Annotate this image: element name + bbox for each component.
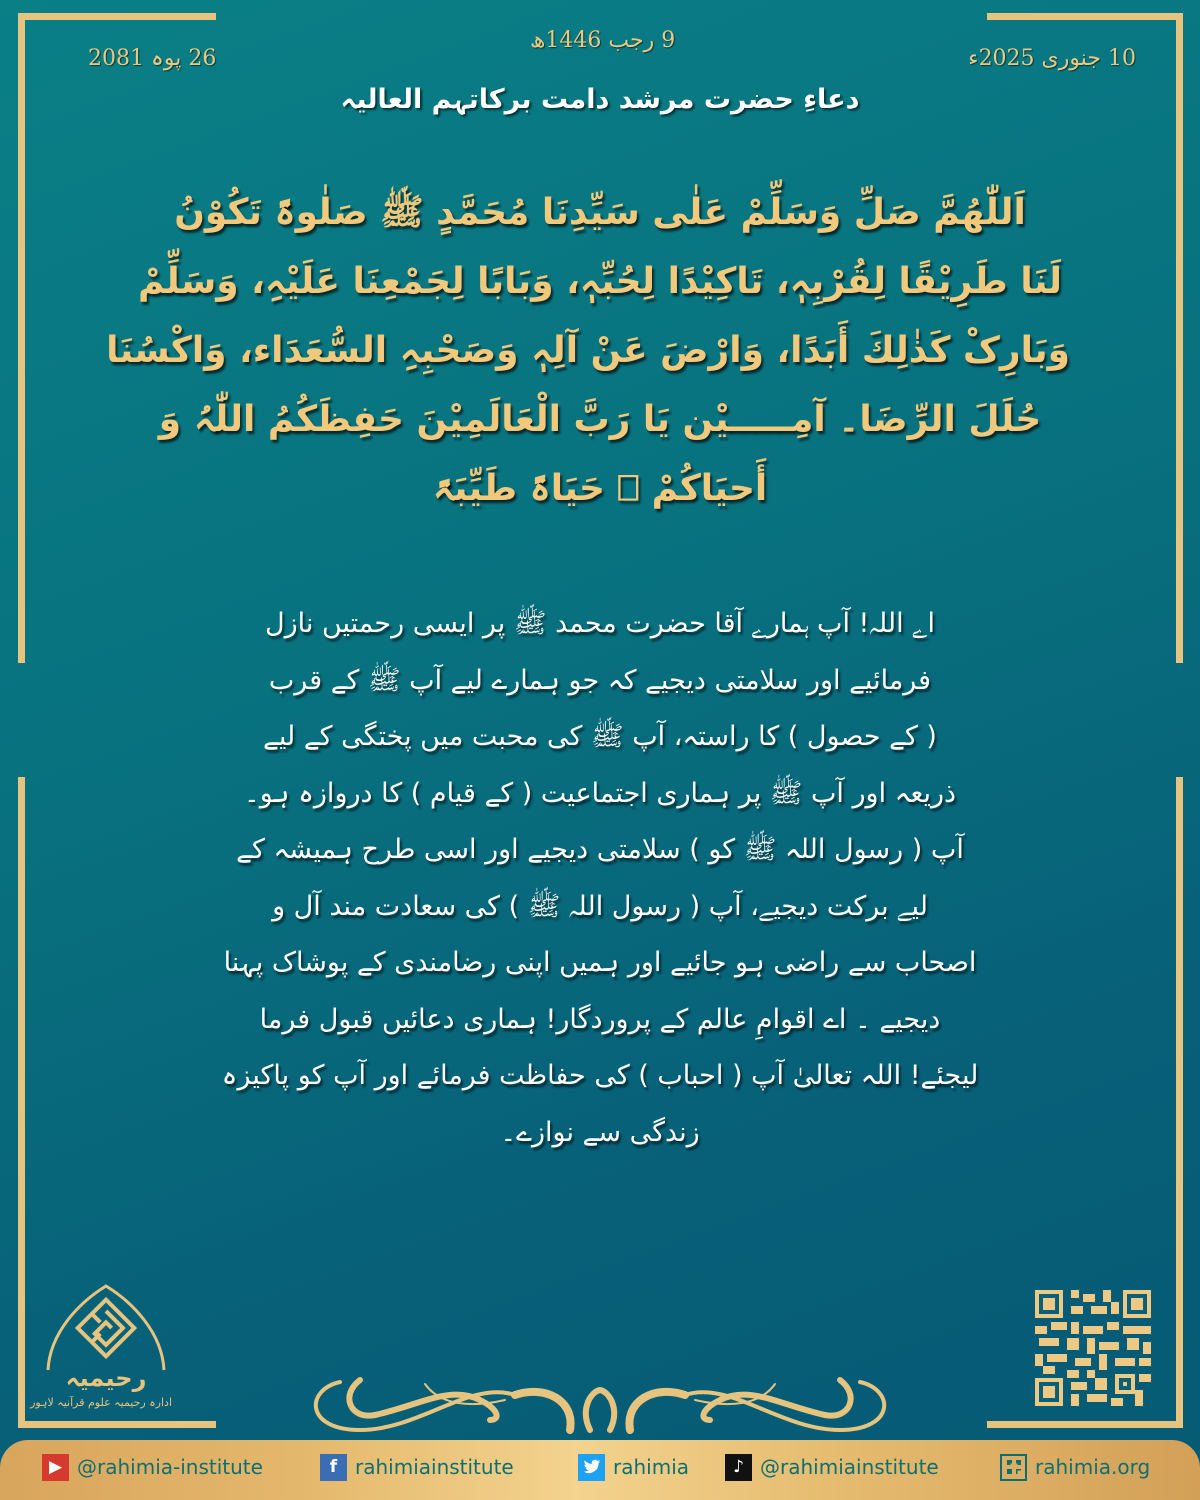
urdu-line: ( کے حصول ) کا راستہ، آپ ﷺ کی محبت میں پختگی کے لیے xyxy=(263,721,937,752)
frame-bottom-left-horizontal xyxy=(18,1421,216,1428)
social-footer xyxy=(0,1440,1200,1500)
facebook-handle[interactable]: rahimiainstitute xyxy=(355,1455,514,1479)
website-icon xyxy=(1000,1454,1027,1481)
tiktok-icon: ♪ xyxy=(725,1454,752,1481)
urdu-line: آپ ( رسول اللہ ﷺ کو ) سلامتی دیجیے اور اسی طرح ہمیشہ کے xyxy=(236,834,964,865)
page-title: دعاءِ حضرت مرشد دامت برکاتہم العالیہ xyxy=(340,84,860,115)
logo-name: رحیمیہ xyxy=(65,1364,147,1392)
twitter-icon xyxy=(578,1454,605,1481)
frame-bottom-right-horizontal xyxy=(987,1421,1183,1428)
arabic-line: أَحیَاکُمْ ⎕ حَیَاۃً طَیِّبَۃً xyxy=(432,468,768,509)
arabic-dua xyxy=(106,178,1070,523)
frame-top-right-horizontal xyxy=(987,13,1183,20)
urdu-line: اے اللہ! آپ ہمارے آقا حضرت محمد ﷺ پر ایسی رحمتیں نازل xyxy=(264,608,936,639)
hijri-date: 9 رجب 1446ھ xyxy=(530,28,676,53)
social-website[interactable] xyxy=(1000,1453,1150,1481)
youtube-icon: ▶ xyxy=(42,1454,69,1481)
logo-subtitle: ادارہ رحیمیہ علوم قرآنیہ لاہور xyxy=(30,1396,172,1409)
urdu-line: زندگی سے نوازے۔ xyxy=(500,1116,700,1148)
dome-emblem-icon xyxy=(40,1282,172,1372)
urdu-translation xyxy=(200,596,1000,1161)
social-twitter[interactable] xyxy=(578,1453,689,1481)
frame-top-left-horizontal xyxy=(18,13,216,20)
arabic-line: اَللّٰھُمَّ صَلِّ وَسَلِّمْ عَلٰی سَیِّدِنَا مُحَمَّدٍ ﷺ صَلٰوۃً تَکُوْنُ xyxy=(174,192,1026,233)
urdu-line: ذریعہ اور آپ ﷺ پر ہماری اجتماعیت ( کے قیام ) کا دروازہ ہو۔ xyxy=(243,777,957,809)
gregorian-date: 10 جنوری 2025ء xyxy=(968,46,1136,71)
bikrami-date: 26 پوہ 2081 xyxy=(88,46,217,71)
urdu-line: فرمائیے اور سلامتی دیجیے کہ جو ہمارے لیے آپ ﷺ کے قرب xyxy=(268,664,932,696)
youtube-handle[interactable]: @rahimia-institute xyxy=(77,1455,263,1479)
arabic-line: وَبَارِکْ کَذٰلِكَ أَبَدًا، وَارْضَ عَنْ آلِہٖ وَصَحْبِہِ السُّعَدَاء، وَاکْسُنَا xyxy=(106,330,1070,371)
qr-code[interactable] xyxy=(1033,1290,1153,1406)
arabic-line: لَنَا طَرِیْقًا لِقُرْبِہٖ، تَاکِیْدًا لِحُبِّہٖ، وَبَابًا لِجَمْعِنَا عَلَیْہِ، وَسَلِّمْ xyxy=(137,261,1063,302)
tiktok-handle[interactable]: @rahimiainstitute xyxy=(760,1455,939,1479)
social-tiktok[interactable] xyxy=(725,1453,939,1481)
facebook-icon: f xyxy=(320,1454,347,1481)
urdu-line: لیجئے! اللہ تعالیٰ آپ ( احباب ) کی حفاظت فرمائے اور آپ کو پاکیزہ xyxy=(221,1060,979,1091)
website-link[interactable]: rahimia.org xyxy=(1035,1455,1151,1479)
frame-left-lower-vertical xyxy=(18,777,25,1421)
social-youtube[interactable] xyxy=(42,1453,263,1481)
twitter-handle[interactable]: rahimia xyxy=(613,1455,690,1479)
ornament-flourish-icon xyxy=(300,1370,900,1436)
urdu-line: لیے برکت دیجیے، آپ ( رسول اللہ ﷺ ) کی سعادت مند آل و xyxy=(272,890,928,922)
rahimia-logo xyxy=(30,1282,172,1422)
arabic-line: حُلَلَ الرِّضَا۔ آمِـــــیْن یَا رَبَّ الْعَالَمِیْنَ حَفِظَکُمُ اللّٰہُ وَ xyxy=(158,399,1042,440)
social-facebook[interactable] xyxy=(320,1453,514,1481)
urdu-line: اصحاب سے راضی ہو جائیے اور ہمیں اپنی رضامندی کے پوشاک پہنا xyxy=(223,947,977,978)
frame-right-lower-vertical xyxy=(1176,777,1183,1421)
urdu-line: دیجیے ۔ اے اقوامِ عالم کے پروردگار! ہماری دعائیں قبول فرما xyxy=(259,1003,941,1035)
